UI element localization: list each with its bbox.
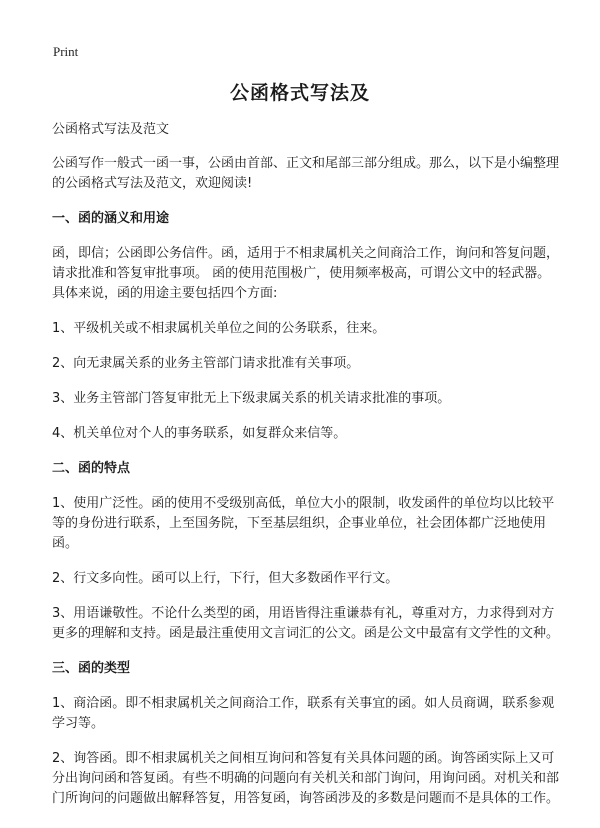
intro-paragraph: 公函写作一般式一函一事，公函由首部、正文和尾部三部分组成。那么，以下是小编整理的公函格式写法及范文，欢迎阅读! <box>52 156 560 191</box>
paragraph: 函，即信；公函即公务信件。函，适用于不相隶属机关之间商洽工作，询问和答复问题，请求批准和答复审批事项。 函的使用范围极广，使用频率极高，可谓公文中的轻武器。具体来说，函的用途主要包括四个方面: <box>52 246 560 301</box>
list-item: 3、业务主管部门答复审批无上下级隶属关系的机关请求批准的事项。 <box>52 391 451 406</box>
list-item: 1、平级机关或不相隶属机关单位之间的公务联系，往来。 <box>52 321 386 336</box>
list-item: 2、向无隶属关系的业务主管部门请求批准有关事项。 <box>52 356 360 371</box>
print-link[interactable]: Print <box>53 44 79 59</box>
list-item: 2、行文多向性。函可以上行，下行，但大多数函作平行文。 <box>52 571 399 586</box>
list-item: 3、用语谦敬性。不论什么类型的函，用语皆得注重谦恭有礼，尊重对方，力求得到对方更多的理解和支持。函是最注重使用文言词汇的公文。函是公文中最富有文学性的文种。 <box>52 606 560 641</box>
list-item: 4、机关单位对个人的事务联系，如复群众来信等。 <box>52 426 347 441</box>
page-title: 公函格式写法及 <box>229 82 370 104</box>
section-heading: 二、函的特点 <box>52 461 131 476</box>
section-heading: 一、函的涵义和用途 <box>52 211 170 226</box>
article-body <box>52 120 562 824</box>
list-item: 1、商洽函。即不相隶属机关之间商洽工作，联系有关事宜的函。如人员商调，联系参观学习等。 <box>52 696 555 731</box>
list-item: 2、询答函。即不相隶属机关之间相互询问和答复有关具体问题的函。询答函实际上又可分出询问函和答复函。有些不明确的问题向有关机关和部门询问，用询问函。对机关和部门所询问的问题做出解释答复，用答复函，询答函涉及的多数是问题而不是具体的工作。 <box>52 751 560 806</box>
list-item: 1、使用广泛性。函的使用不受级别高低，单位大小的限制，收发函件的单位均以比较平等的身份进行联系，上至国务院，下至基层组织，企事业单位，社会团体都广泛地使用函。 <box>52 496 555 551</box>
article-subtitle: 公函格式写法及范文 <box>52 122 170 137</box>
section-heading: 三、函的类型 <box>52 661 131 676</box>
